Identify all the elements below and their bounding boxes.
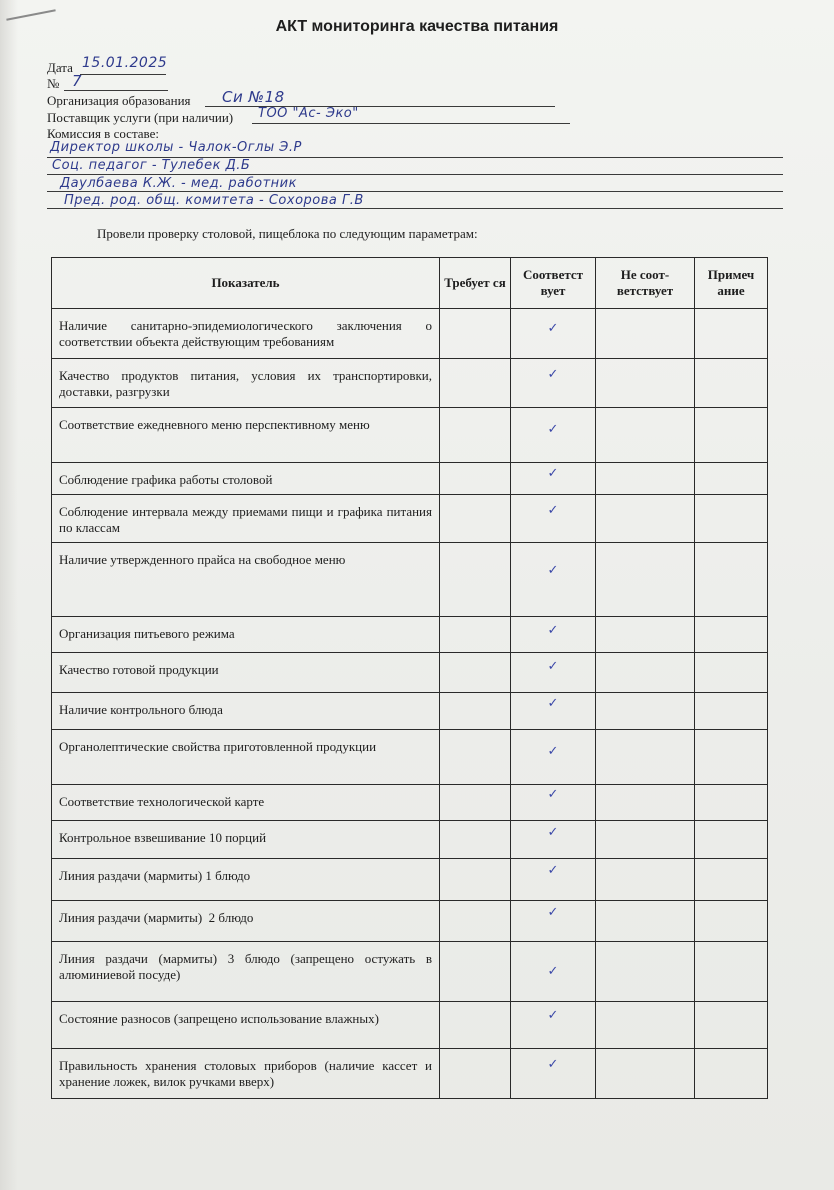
note-cell <box>695 463 768 495</box>
table-row <box>52 730 768 785</box>
check-mark: ✓ <box>547 964 559 979</box>
note-cell <box>695 543 768 617</box>
required-cell <box>440 1002 511 1049</box>
required-cell <box>440 730 511 785</box>
row-indicator: Состояние разносов (запрещено использование влажных) <box>59 1011 379 1026</box>
check-mark: ✓ <box>547 422 559 437</box>
note-cell <box>695 1049 768 1099</box>
check-mark: ✓ <box>547 466 559 481</box>
row-indicator: Линия раздачи (мармиты) 1 блюдо <box>59 868 251 883</box>
commission-member-2: Соц. педагог - Тулебек Д.Б <box>52 158 251 173</box>
header-complies: Соответст вует <box>511 258 596 309</box>
complies-cell <box>511 901 596 942</box>
commission-member-1: Директор школы - Чалок-Оглы Э.Р <box>50 140 302 155</box>
table-row <box>52 1049 768 1099</box>
row-indicator: Качество готовой продукции <box>59 662 219 677</box>
not-complies-cell <box>596 859 695 901</box>
required-cell <box>440 463 511 495</box>
org-value: Си №18 <box>222 88 285 106</box>
document-title: АКТ мониторинга качества питания <box>275 18 559 35</box>
not-complies-cell <box>596 359 695 408</box>
note-cell <box>695 495 768 543</box>
supplier-value: ТОО "Ас- Эко" <box>258 106 359 121</box>
check-mark: ✓ <box>547 825 559 840</box>
complies-cell <box>511 1002 596 1049</box>
row-indicator: Правильность хранения столовых приборов (наличие кассет и хранение ложек, вилок ручками вверх) <box>59 1058 432 1089</box>
header-required: Требует ся <box>440 258 511 309</box>
not-complies-cell <box>596 901 695 942</box>
not-complies-cell <box>596 821 695 859</box>
table-row <box>52 463 768 495</box>
complies-cell <box>511 463 596 495</box>
table-row <box>52 693 768 730</box>
date-value: 15.01.2025 <box>82 55 168 71</box>
check-mark: ✓ <box>547 563 559 578</box>
note-cell <box>695 653 768 693</box>
not-complies-cell <box>596 942 695 1002</box>
note-cell <box>695 408 768 463</box>
note-cell <box>695 730 768 785</box>
required-cell <box>440 309 511 359</box>
row-indicator: Органолептические свойства приготовленной продукции <box>59 739 377 754</box>
note-cell <box>695 359 768 408</box>
number-underline <box>64 90 168 91</box>
note-cell <box>695 693 768 730</box>
header-not-complies: Не соот- ветствует <box>596 258 695 309</box>
table-row <box>52 942 768 1002</box>
complies-cell <box>511 730 596 785</box>
check-mark: ✓ <box>547 623 559 638</box>
required-cell <box>440 859 511 901</box>
number-label: № <box>47 76 60 91</box>
check-mark: ✓ <box>547 787 559 802</box>
check-mark: ✓ <box>547 863 559 878</box>
check-mark: ✓ <box>547 367 559 382</box>
header-indicator: Показатель <box>52 258 440 309</box>
row-indicator: Наличие контрольного блюда <box>59 702 223 717</box>
note-cell <box>695 785 768 821</box>
required-cell <box>440 785 511 821</box>
complies-cell <box>511 693 596 730</box>
table-row <box>52 785 768 821</box>
required-cell <box>440 617 511 653</box>
check-mark: ✓ <box>547 696 559 711</box>
complies-cell <box>511 617 596 653</box>
row-indicator: Линия раздачи (мармиты) 2 блюдо <box>59 910 254 925</box>
note-cell <box>695 901 768 942</box>
row-indicator: Наличие утвержденного прайса на свободное меню <box>59 552 346 567</box>
not-complies-cell <box>596 1049 695 1099</box>
table-row <box>52 617 768 653</box>
table-row <box>52 821 768 859</box>
date-label: Дата <box>47 60 73 75</box>
complies-cell <box>511 859 596 901</box>
supplier-underline <box>252 123 570 124</box>
note-cell <box>695 1002 768 1049</box>
page-edge-shadow <box>0 0 18 1190</box>
required-cell <box>440 359 511 408</box>
table-row <box>52 309 768 359</box>
intro-text: Провели проверку столовой, пищеблока по следующим параметрам: <box>97 226 478 241</box>
row-indicator: Соблюдение графика работы столовой <box>59 472 273 487</box>
not-complies-cell <box>596 653 695 693</box>
not-complies-cell <box>596 495 695 543</box>
check-mark: ✓ <box>547 744 559 759</box>
supplier-label: Поставщик услуги (при наличии) <box>47 110 234 125</box>
required-cell <box>440 495 511 543</box>
table-row <box>52 653 768 693</box>
required-cell <box>440 942 511 1002</box>
required-cell <box>440 543 511 617</box>
header-note: Примеч ание <box>695 258 768 309</box>
not-complies-cell <box>596 1002 695 1049</box>
complies-cell <box>511 653 596 693</box>
inspection-table <box>51 257 768 1099</box>
row-indicator: Наличие санитарно-эпидемиологического заключения о соответствии объекта действующим требованиям <box>59 318 432 349</box>
row-indicator: Качество продуктов питания, условия их транспортировки, доставки, разгрузки <box>59 368 432 399</box>
table-row <box>52 359 768 408</box>
required-cell <box>440 408 511 463</box>
commission-line-3 <box>47 191 783 192</box>
complies-cell <box>511 785 596 821</box>
required-cell <box>440 901 511 942</box>
table-row <box>52 408 768 463</box>
check-mark: ✓ <box>547 1057 559 1072</box>
not-complies-cell <box>596 785 695 821</box>
row-indicator: Контрольное взвешивание 10 порций <box>59 830 267 845</box>
row-indicator: Соблюдение интервала между приемами пищи и графика питания по классам <box>59 504 432 535</box>
complies-cell <box>511 309 596 359</box>
table-row <box>52 901 768 942</box>
table-row <box>52 1002 768 1049</box>
check-mark: ✓ <box>547 321 559 336</box>
commission-member-3: Даулбаева К.Ж. - мед. работник <box>60 176 297 191</box>
required-cell <box>440 653 511 693</box>
complies-cell <box>511 543 596 617</box>
complies-cell <box>511 495 596 543</box>
required-cell <box>440 693 511 730</box>
table-row <box>52 859 768 901</box>
complies-cell <box>511 942 596 1002</box>
number-value: 7 <box>72 72 83 90</box>
required-cell <box>440 821 511 859</box>
check-mark: ✓ <box>547 1008 559 1023</box>
not-complies-cell <box>596 617 695 653</box>
check-mark: ✓ <box>547 905 559 920</box>
row-indicator: Линия раздачи (мармиты) 3 блюдо (запрещено остужать в алюминиевой посуде) <box>59 951 432 982</box>
check-mark: ✓ <box>547 659 559 674</box>
table-row <box>52 495 768 543</box>
org-label: Организация образования <box>47 93 191 108</box>
not-complies-cell <box>596 408 695 463</box>
commission-line-2 <box>47 174 783 175</box>
complies-cell <box>511 1049 596 1099</box>
not-complies-cell <box>596 309 695 359</box>
complies-cell <box>511 408 596 463</box>
date-underline <box>80 74 166 75</box>
note-cell <box>695 309 768 359</box>
commission-member-4: Пред. род. общ. комитета - Сохорова Г.В <box>64 193 364 208</box>
row-indicator: Соответствие технологической карте <box>59 794 265 809</box>
not-complies-cell <box>596 543 695 617</box>
row-indicator: Организация питьевого режима <box>59 626 235 641</box>
note-cell <box>695 617 768 653</box>
note-cell <box>695 821 768 859</box>
table-row <box>52 543 768 617</box>
commission-line-4 <box>47 208 783 209</box>
required-cell <box>440 1049 511 1099</box>
table-header-row <box>52 258 768 309</box>
complies-cell <box>511 821 596 859</box>
not-complies-cell <box>596 730 695 785</box>
complies-cell <box>511 359 596 408</box>
note-cell <box>695 942 768 1002</box>
row-indicator: Соответствие ежедневного меню перспективному меню <box>59 417 370 432</box>
not-complies-cell <box>596 693 695 730</box>
not-complies-cell <box>596 463 695 495</box>
commission-label: Комиссия в составе: <box>47 126 159 141</box>
check-mark: ✓ <box>547 503 559 518</box>
note-cell <box>695 859 768 901</box>
